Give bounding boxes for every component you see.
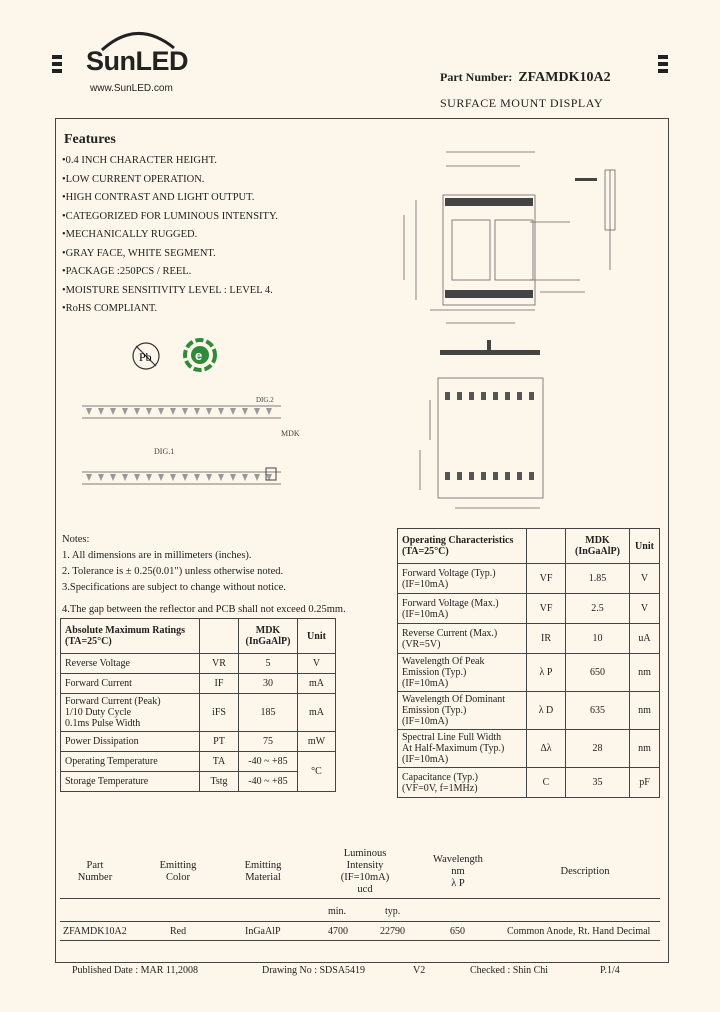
pad-icon	[457, 472, 462, 480]
col-header-wavelength: Wavelength nm λ P	[433, 854, 483, 889]
package-outline-drawing	[380, 140, 660, 330]
col-header-min: min.	[328, 906, 347, 917]
col-header-color: Emitting Color	[159, 860, 197, 883]
diode-icon	[134, 408, 140, 415]
list-item: •CATEGORIZED FOR LUMINOUS INTENSITY.	[62, 210, 278, 222]
pb-free-icon	[130, 340, 162, 372]
svg-text:e: e	[195, 348, 203, 363]
table-row: Forward Current (Peak) 1/10 Duty Cycle 0.1ms Pulse Width iFS 185 mA	[61, 694, 336, 732]
pad-icon	[505, 472, 510, 480]
diode-icon	[242, 474, 248, 481]
table-row: Reverse Voltage VR 5 V	[61, 654, 336, 674]
pad-icon	[481, 392, 486, 400]
diode-icon	[230, 408, 236, 415]
features-title: Features	[64, 132, 116, 147]
operating-characteristics-table: Operating Characteristics (TA=25°C) MDK (InGaAlP) Unit Forward Voltage (Typ.) (IF=10mA) VF 1.85 V Forward Voltage (Max.) (IF=10mA) VF 2.5 V Reverse Current (Max.) (VR=5V) IR 10 uA Wavelength Of Peak Emission (Typ.) (IF=10mA) λ P 650 nm Wavelength Of Dominant Emission (Typ.) (IF=10mA) λ D 635 nm Spectral Line Full Width At Half-Maximum (Typ.) (IF=10mA) Δλ 28 nm Capacitance (Typ.) (VF=0V, f=1MHz) C 35 pF	[397, 528, 660, 798]
list-item: •LOW CURRENT OPERATION.	[62, 173, 205, 185]
version: V2	[413, 965, 426, 976]
svg-text:Pb: Pb	[139, 350, 152, 364]
list-item: 2. Tolerance is ± 0.25(0.01") unless otherwise noted.	[62, 566, 284, 577]
row-part-number: ZFAMDK10A2	[63, 926, 127, 937]
col-header-typ: typ.	[385, 906, 401, 917]
pad-icon	[481, 472, 486, 480]
pad-icon	[457, 392, 462, 400]
pad-icon	[505, 392, 510, 400]
diode-icon	[254, 474, 260, 481]
pad-icon	[445, 392, 450, 400]
diode-icon	[194, 474, 200, 481]
published-date: Published Date : MAR 11,2008	[72, 965, 199, 976]
list-item: 1. All dimensions are in millimeters (inches).	[62, 550, 252, 561]
diode-icon	[254, 408, 260, 415]
diode-icon	[242, 408, 248, 415]
circuit-diagram	[76, 388, 306, 513]
row-material: InGaAlP	[245, 926, 281, 937]
diode-icon	[218, 474, 224, 481]
list-item: •RoHS COMPLIANT.	[62, 303, 158, 314]
row-color: Red	[170, 926, 187, 937]
row-description: Common Anode, Rt. Hand Decimal	[507, 926, 651, 937]
diode-icon	[110, 408, 116, 415]
diode-icon	[122, 474, 128, 481]
table-row: Operating Temperature TA -40 ~ +85 °C	[61, 752, 336, 772]
row-typ: 22790	[380, 926, 405, 937]
table-row: Capacitance (Typ.) (VF=0V, f=1MHz) C 35 pF	[398, 768, 660, 798]
divider	[60, 940, 660, 941]
pad-icon	[517, 392, 522, 400]
pad-icon	[493, 392, 498, 400]
pad-icon	[469, 472, 474, 480]
logo-bars-left	[52, 55, 62, 76]
logo-bars-right	[658, 55, 668, 76]
drawing-number: Drawing No : SDSA5419	[262, 965, 366, 976]
list-item: •PACKAGE :250PCS / REEL.	[62, 266, 192, 277]
list-item: 4.The gap between the reflector and PCB shall not exceed 0.25mm.	[62, 604, 346, 615]
row-min: 4700	[328, 926, 348, 937]
rohs-e-icon	[182, 337, 218, 373]
list-item: •0.4 INCH CHARACTER HEIGHT.	[62, 155, 217, 166]
absolute-max-ratings-table: Absolute Maximum Ratings (TA=25°C) MDK (InGaAlP) Unit Reverse Voltage VR 5 V Forward Current IF 30 mA Forward Current (Peak) 1/10 Duty Cycle 0.1ms Pulse Width iFS 185 mA Power Dissipation PT 75 mW Operating Temperature TA -40 ~ +85 °C Storage Temperature Tstg -40 ~ +85	[60, 618, 336, 792]
table-row: Spectral Line Full Width At Half-Maximum (Typ.) (IF=10mA) Δλ 28 nm	[398, 730, 660, 768]
divider	[60, 898, 660, 899]
diode-icon	[206, 408, 212, 415]
diode-icon	[122, 408, 128, 415]
pad-icon	[445, 472, 450, 480]
diode-icon	[170, 408, 176, 415]
pad-icon	[529, 392, 534, 400]
row-wavelength: 650	[450, 926, 465, 937]
diode-icon	[230, 474, 236, 481]
product-subtitle: SURFACE MOUNT DISPLAY	[440, 96, 603, 110]
page-number: P.1/4	[600, 965, 620, 976]
mdk-label: MDK	[281, 429, 300, 438]
col-header-material: Emitting Material	[244, 860, 282, 883]
table-row: Forward Current IF 30 mA	[61, 674, 336, 694]
list-item: •HIGH CONTRAST AND LIGHT OUTPUT.	[62, 192, 255, 203]
list-item: •MECHANICALLY RUGGED.	[62, 229, 198, 240]
logo-text: SunLED	[86, 46, 188, 76]
table-row: Wavelength Of Peak Emission (Typ.) (IF=10mA) λ P 650 nm	[398, 654, 660, 692]
list-item: •MOISTURE SENSITIVITY LEVEL : LEVEL 4.	[62, 284, 273, 296]
features-list	[62, 152, 278, 319]
diode-icon	[218, 408, 224, 415]
diode-icon	[182, 408, 188, 415]
diode-icon	[98, 474, 104, 481]
col-header-part: Part Number	[77, 860, 113, 883]
list-item: 3.Specifications are subject to change without notice.	[62, 582, 286, 593]
notes-title: Notes:	[62, 534, 90, 545]
diode-icon	[158, 474, 164, 481]
diode-icon	[110, 474, 116, 481]
diode-icon	[170, 474, 176, 481]
table-row: Reverse Current (Max.) (VR=5V) IR 10 uA	[398, 624, 660, 654]
diode-icon	[194, 408, 200, 415]
table-row: Power Dissipation PT 75 mW	[61, 732, 336, 752]
diode-icon	[134, 474, 140, 481]
col-header-description: Description	[560, 866, 610, 877]
pad-icon	[529, 472, 534, 480]
diode-icon	[146, 408, 152, 415]
diode-icon	[158, 408, 164, 415]
footprint-drawing	[410, 340, 570, 520]
diode-icon	[266, 408, 272, 415]
divider	[60, 921, 660, 922]
dig2-label: DIG.2	[256, 396, 274, 404]
diode-icon	[86, 474, 92, 481]
diode-icon	[146, 474, 152, 481]
diode-icon	[86, 408, 92, 415]
col-header-luminous: Luminous Intensity (IF=10mA) ucd	[340, 848, 390, 895]
diode-icon	[98, 408, 104, 415]
table-row: Storage Temperature Tstg -40 ~ +85	[61, 772, 336, 792]
table-row: Forward Voltage (Max.) (IF=10mA) VF 2.5 V	[398, 594, 660, 624]
checked-by: Checked : Shin Chi	[470, 965, 549, 976]
dig1-label: DIG.1	[154, 447, 175, 456]
pad-icon	[493, 472, 498, 480]
notes	[62, 532, 346, 618]
part-number: Part Number: ZFAMDK10A2	[440, 70, 611, 85]
list-item: •GRAY FACE, WHITE SEGMENT.	[62, 247, 216, 259]
table-row: Forward Voltage (Typ.) (IF=10mA) VF 1.85 V	[398, 564, 660, 594]
table-row: Wavelength Of Dominant Emission (Typ.) (IF=10mA) λ D 635 nm	[398, 692, 660, 730]
diode-icon	[206, 474, 212, 481]
pad-icon	[469, 392, 474, 400]
pad-icon	[517, 472, 522, 480]
diode-icon	[182, 474, 188, 481]
brand-url[interactable]: www.SunLED.com	[90, 83, 173, 94]
